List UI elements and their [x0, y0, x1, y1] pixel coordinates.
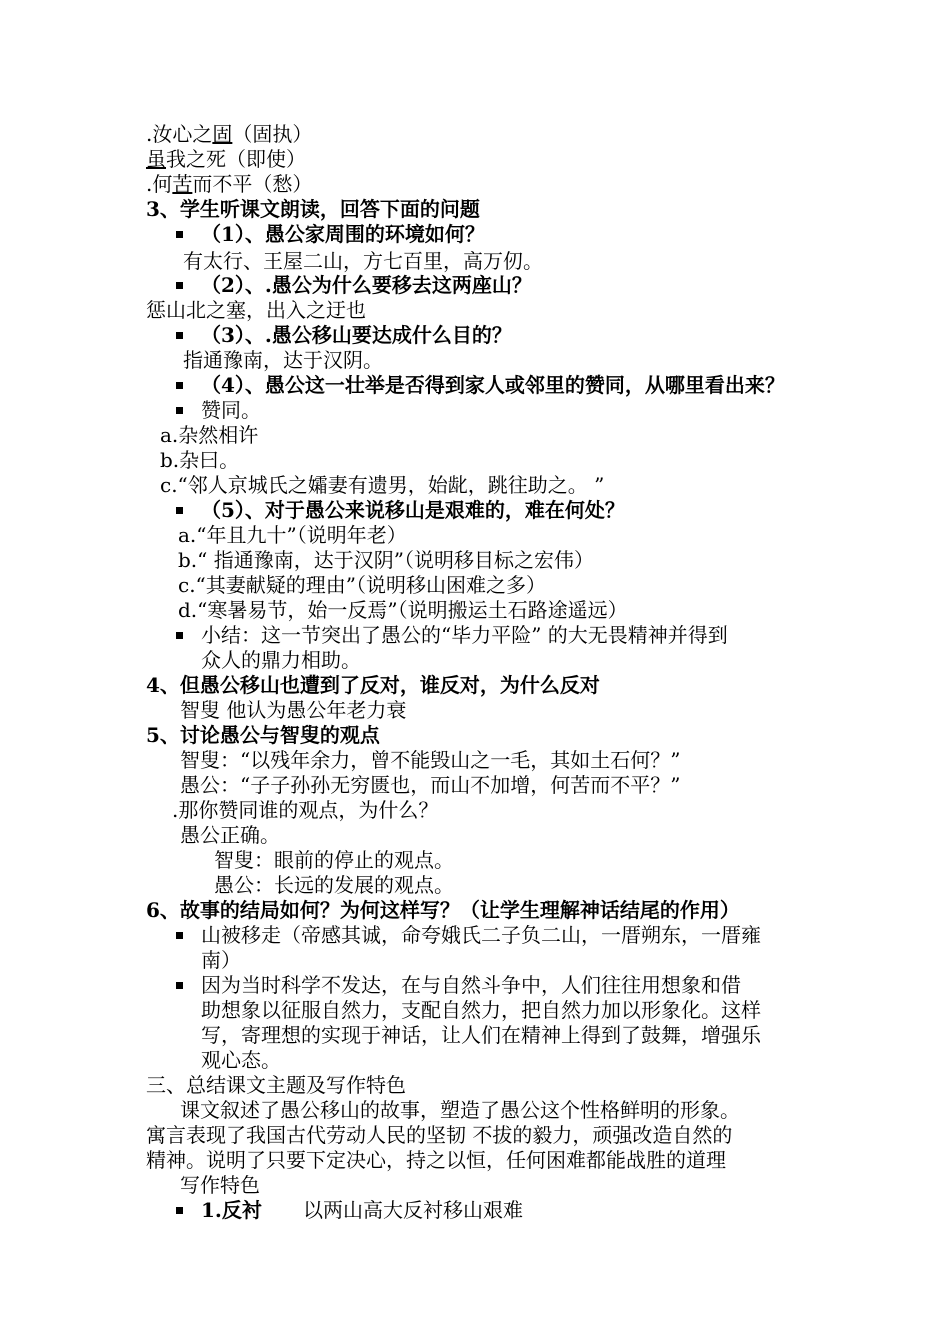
- reason-line-1: 因为当时科学不发达，在与自然斗争中，人们往往用想象和借: [201, 973, 741, 997]
- vocab-line-3: [146, 172, 312, 197]
- reason-line-2: 助想象以征服自然力，支配自然力，把自然力加以形象化。这样: [201, 998, 761, 1022]
- section-heading-5: 5、讨论愚公与智叟的观点: [146, 723, 380, 747]
- bullet-icon: [176, 932, 183, 939]
- text: （固执）: [232, 122, 313, 146]
- text: .汝心之: [146, 122, 213, 146]
- bullet-icon: [176, 407, 183, 414]
- question-5: （5）、对于愚公来说移山是艰难的，难在何处？: [201, 498, 625, 522]
- discussion-question: .那你赞同谁的观点，为什么？: [172, 798, 439, 822]
- quote-yugong: 愚公：“子子孙孙无穷匮也，而山不加增，何苦而不平？”: [180, 773, 681, 797]
- quote-zhisou: 智叟：“以残年余力，曾不能毁山之一毛，其如土石何？”: [180, 748, 681, 772]
- difficulty-b: b.“ 指通豫南，达于汉阴”（说明移目标之宏伟）: [178, 548, 594, 572]
- underlined-char: 虽: [146, 147, 166, 171]
- evidence-a: a.杂然相许: [160, 423, 259, 447]
- question-1: （1）、愚公家周围的环境如何？: [201, 222, 485, 246]
- underlined-char: 苦: [172, 172, 193, 196]
- evidence-c: c.“邻人京城氏之孀妻有遗男，始龀，跳往助之。 ”: [160, 473, 605, 497]
- text: .何: [146, 172, 173, 196]
- bullet-icon: [176, 382, 183, 389]
- text: 而不平（愁）: [192, 172, 313, 196]
- answer-zhisou: 智叟 他认为愚公年老力衰: [180, 698, 407, 722]
- difficulty-c: c.“其妻献疑的理由”（说明移山困难之多）: [178, 573, 547, 597]
- summary-line-2: 众人的鼎力相助。: [201, 648, 361, 672]
- bullet-icon: [176, 632, 183, 639]
- difficulty-d: d.“寒暑易节，始一反焉”（说明搬运土石路途遥远）: [178, 598, 628, 622]
- question-2: （2）、.愚公为什么要移去这两座山？: [201, 273, 532, 297]
- evidence-b: b.杂曰。: [160, 448, 240, 472]
- view-zhisou: 智叟：眼前的停止的观点。: [214, 848, 454, 872]
- part-three-heading: 三、总结课文主题及写作特色: [146, 1073, 406, 1097]
- bullet-icon: [176, 282, 183, 289]
- summary-line-1: 小结：这一节突出了愚公的“毕力平险” 的大无畏精神并得到: [201, 623, 728, 647]
- answer-1: 有太行、王屋二山，方七百里，高万仞。: [183, 249, 543, 273]
- theme-line-2: 寓言表现了我国古代劳动人民的坚韧 不拔的毅力，顽强改造自然的: [146, 1123, 733, 1147]
- view-yugong: 愚公：长远的发展的观点。: [214, 873, 454, 897]
- bullet-icon: [176, 332, 183, 339]
- difficulty-a: a.“年且九十”（说明年老）: [178, 523, 407, 547]
- question-4: （4）、愚公这一壮举是否得到家人或邻里的赞同，从哪里看出来？: [201, 373, 785, 397]
- section-heading-3: 3、学生听课文朗读，回答下面的问题: [146, 197, 480, 221]
- feature-1-label: 1.反衬: [201, 1198, 262, 1222]
- bullet-icon: [176, 982, 183, 989]
- writing-features-heading: 写作特色: [180, 1173, 260, 1197]
- bullet-icon: [176, 231, 183, 238]
- underlined-char: 固: [212, 122, 233, 146]
- section-heading-6: 6、故事的结局如何？为何这样写？（让学生理解神话结尾的作用）: [146, 898, 740, 922]
- bullet-icon: [176, 1207, 183, 1214]
- section-heading-4: 4、但愚公移山也遭到了反对，谁反对，为什么反对: [146, 673, 600, 697]
- text: 我之死（即使）: [166, 147, 306, 171]
- feature-1-text: 以两山高大反衬移山艰难: [303, 1198, 523, 1222]
- discussion-answer: 愚公正确。: [180, 823, 280, 847]
- question-3: （3）、.愚公移山要达成什么目的？: [201, 323, 512, 347]
- reason-line-3: 写，寄理想的实现于神话，让人们在精神上得到了鼓舞，增强乐: [201, 1023, 761, 1047]
- bullet-icon: [176, 507, 183, 514]
- theme-line-3: 精神。说明了只要下定决心，持之以恒，任何困难都能战胜的道理: [146, 1148, 726, 1172]
- answer-3: 指通豫南，达于汉阴。: [183, 348, 383, 372]
- reason-line-4: 观心态。: [201, 1048, 281, 1072]
- theme-line-1: 课文叙述了愚公移山的故事，塑造了愚公这个性格鲜明的形象。: [180, 1098, 740, 1122]
- ending-line-2: 南）: [201, 948, 241, 972]
- ending-line-1: 山被移走（帝感其诚，命夸娥氏二子负二山，一厝朔东，一厝雍: [201, 923, 761, 947]
- vocab-line-2: [146, 147, 306, 172]
- answer-2: 惩山北之塞，出入之迂也: [146, 298, 366, 322]
- answer-4: 赞同。: [201, 398, 261, 422]
- vocab-line-1: [146, 122, 312, 147]
